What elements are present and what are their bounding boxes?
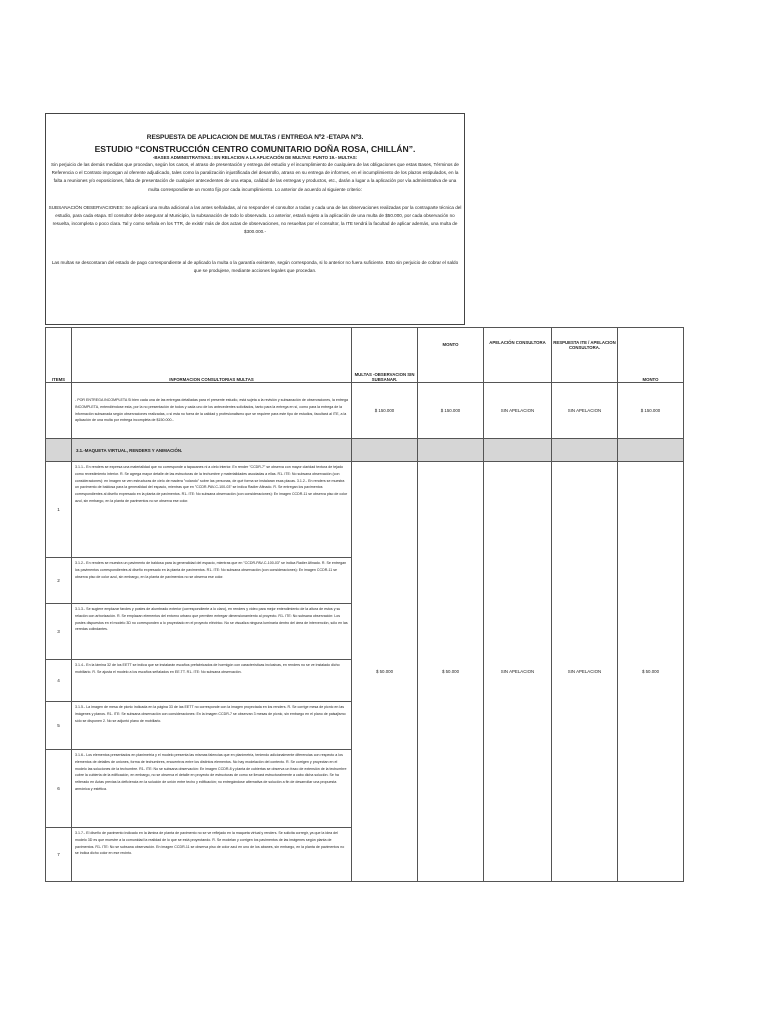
item-description: - POR ENTREGA INCOMPLETA Si bien cada una de las entregas detalladas para el presente estudio, está sujeta a la revisión y subsanación de observaciones, la entrega INCOMPLETA, entendiéndose esta, por la no presentación de todos y cada uno de los antecedentes solicitados, tanto para la entrega en sí, como para la entrega de la información subsanada según observaciones realizadas, o si esta no fuera de la calidad y profesionalismo que se requiere para este tipo de estudios, facultará al ITE, a la aplicación de una multa por entrega incompleta de $150.000.- — [72, 383, 352, 439]
apelacion-value: SIN APELACION — [484, 383, 552, 439]
item-number: 4 — [46, 660, 72, 702]
header-respuesta: RESPUESTA ITE / APELACION CONSULTORA. — [552, 328, 618, 383]
item-number: 7 — [46, 828, 72, 882]
item-number: 2 — [46, 558, 72, 604]
bases-subtitle: -BASES ADMINISTRATIVAS.: EN RELACION A LA APLICACIÓN DE MULTAS: PUNTO 19.- MULTAS: — [152, 155, 358, 160]
item-number: 3 — [46, 604, 72, 660]
document-sheet — [45, 113, 683, 325]
fines-table — [45, 327, 684, 882]
table-header-row — [46, 328, 684, 383]
multa-value: $ 150.000 — [352, 383, 418, 439]
multa-value: $ 50.000 — [352, 462, 418, 882]
monto-value: $ 50.000 — [418, 462, 484, 882]
header-multas: MULTAS -OBSERVACION SIN SUBSANAR. — [352, 328, 418, 383]
section-row — [46, 439, 684, 462]
study-title: ESTUDIO “CONSTRUCCIÓN CENTRO COMUNITARIO DOÑA ROSA, CHILLÁN”. — [94, 144, 416, 154]
item-description: 3.1.1.- En renders se expresa una materialidad que no corresponde a tapacanes ni a cielo interior. En render "CCDR-7" se observa con mayor claridad textura de tejado como revestimiento interior. R. Se agrega mayor detalle de las estructuras de la techumbre y materialidades asociadas a ellas. R1- ITE: No subsana observación (con consideraciones): en imagen se ven estructuras de cielo de madera "volando" sobre las personas, de qué forma se instalaran esas placas. 3.1.2.- En renders se muestra un pavimento de baldosa para la generalidad del espacio, mientras que en "CCDR-PAV-C-100-03" se indica Radier Afinado. R. Se entregan los pavimentos correspondientes al diseño expresado en la planta de pavimentos. R1- ITE: No subsana observación (con consideraciones): En imagen CCDR-11 se observa piso de color azul, sin embargo, en la planta de pavimentos no se observa ese color. — [72, 462, 352, 558]
table-row — [46, 383, 684, 439]
header-info: INFORMACION CONSULTORIAS MULTAS — [72, 328, 352, 383]
descuento-paragraph: Las multas se descontaran del estado de pago correspondiente al de aplicado la multa o la garantía existente, según corresponda, si lo anterior no fuera suficiente. Esto sin perjuicio de cobrar el saldo que se produjese, mediante acciones legales que procedan. — [51, 259, 459, 273]
item-description: 3.1.4.- En la lámina 32 de los EETT se indica que se instalarán escaños prefabricados de hormigón con características inclusivas, en renders no se ve instalado dicho mobiliario. R. Se ajusta el modelo a los escaños señalados en EE.TT. R1- ITE: No subsana observación. — [72, 660, 352, 702]
monto-final-value: $ 50.000 — [618, 462, 684, 882]
item-description: 3.1.6.- Los elementos presentados en planimetría y el modelo presenta las mismas falencias que en planimetría, teniendo adicionalmente diferencias con respecto a los elementos de detalles de uniones, forma de techumbres, encuentros entre los distintos elementos. No hay modelación del contexto. R. Se corrigen y proyectan en el modelo las soluciones de la techumbre. R1- ITE: No se subsana observación: En imagen CCDR-8 y planta de cubiertas se observa un frazo de extensión de la techumbre cubre la cubierta de la edificación, en embargo, no se observa el detalle en proyecto de estructuras de como se llevará estructuralmente a cabo dicha solución. Se ha reiterado en Actas previas la deficiencia en la solución de unión entre techo y edificación; no entregándose alternativa de solución a fin de desarrollar una propuesta armónica y estética. — [72, 750, 352, 828]
item-description: 3.1.7.- El diseño de pavimento indicado en la lámina de planta de pavimento no se ve reflejado en la maqueta virtual y renders. Se solicita corregir, ya que la idea del modelo 3D es que muestre a la comunidad la realidad de lo que se está proyectando. R. Se modelan y corrigen los pavimentos de las imágenes según planta de pavimentos. R1- ITE: No se subsana observación. En imagen CCDR-11 se observa piso de color azul en uno de los abanes, sin embargo, en la planta de pavimentos no se indica dicho color en ese recinto. — [72, 828, 352, 882]
item-description: 3.1.5.- La imagen de mesa de picnic indicada en la página 33 de las EETT no corresponde con la imagen proyectada en los renders. R. Se corrige mesa de picnic en las imágenes y planos. R1- ITE: Se subsana observación con consideraciones: En la imagen CCDR-7 se observan 3 mesas de picnic, sin embargo en el plano de paisajismo sólo se disponen 2. No se adjuntó plano de mobiliario. — [72, 702, 352, 750]
header-apelacion: APELACIÓN CONSULTORA — [484, 328, 552, 383]
apelacion-value: SIN APELACION — [484, 462, 552, 882]
item-description: 3.1.2.- En renders se muestra un pavimento de baldosa para la generalidad del espacio, mientras que en "CCDR-PAV-C-100-03" se indica Radier Afinado. R. Se entregan los pavimentos correspondientes al diseño expresado en la planta de pavimentos. R1- ITE: No subsana observación (con consideraciones): En imagen CCDR-11 se observa piso de color azul, sin embargo, en la planta de pavimentos no se observa ese color. — [72, 558, 352, 604]
item-number — [46, 383, 72, 439]
respuesta-value: SIN APELACION — [552, 383, 618, 439]
section-title: 3.1.-MAQUETA VIRTUAL, RENDERS Y ANIMACIÓN. — [72, 439, 352, 462]
fines-paragraph: Sin perjuicio de las demás medidas que procedan, según los casos, el atraso de presentación y entrega del estudio y el incumplimiento de cualquiera de las obligaciones que estas Bases, Términos de Referencia o el Contrato impongan al oferente adjudicado, tales como la paralización injustificada del desarrollo, atraso en su entrega de informes, en el incumplimiento de los plazos estipulados, en la falta a reuniones y/o exposiciones, falta de presentación de cualquier antecedentes de una etapa, calidad de las entregas y productos, etc., darán a lugar a la aplicación por vía administrativa de una multa correspondiente un monto fijo por cada incumplimiento. Lo anterior de acuerdo al siguiente criterio: — [51, 162, 459, 192]
item-number: 6 — [46, 750, 72, 828]
header-monto: MONTO — [418, 328, 484, 383]
document-title: RESPUESTA DE APLICACION DE MULTAS / ENTREGA Nº2 -ETAPA Nº3. — [146, 134, 364, 141]
subsanacion-paragraph: SUBSANACIÓN OBSERVACIONES: Se aplicará una multa adicional a las antes señaladas, al no responder el consultor a todas y cada una de las observaciones realizadas por la contraparte técnica del estudio, para cada etapa. El consultor debe asegurar al Municipio, la subsanación de todo lo observado. Lo anterior, estará sujeto a la aplicación de una multa de $50.000, por cada observación no resuelta, incompleta o poco clara. Tal y como señala en los TTR, de existir más de dos actas de observaciones, no resueltas por el consultor, la ITE tendrá la facultad de aplicar además, una multa de $300.000.- — [48, 204, 462, 235]
item-number: 1 — [46, 462, 72, 558]
header-box — [45, 113, 465, 325]
respuesta-value: SIN APELACION — [552, 462, 618, 882]
item-number: 5 — [46, 702, 72, 750]
header-monto-final: MONTO — [618, 328, 684, 383]
header-items: ITEMS — [46, 328, 72, 383]
monto-value: $ 150.000 — [418, 383, 484, 439]
monto-final-value: $ 150.000 — [618, 383, 684, 439]
table-row — [46, 462, 684, 558]
item-description: 3.1.3.- Se sugiere emplazar faroles y postes de alumbrado exterior (correspondiente a lo claro), en renders y video para mejor entendimiento de la altura de estos y su relación con arborización. R. Se emplazan elementos del entorno urbano que permiten entregar dimensionamiento al proyecto. R1- ITE: No subsana observación: Los postes dispuestos en el modelo 3D no corresponden a lo proyectado en el proyecto eléctrico. No se visualiza ninguna luminaria dentro del área de intervención, sólo en las veredas colindantes. — [72, 604, 352, 660]
